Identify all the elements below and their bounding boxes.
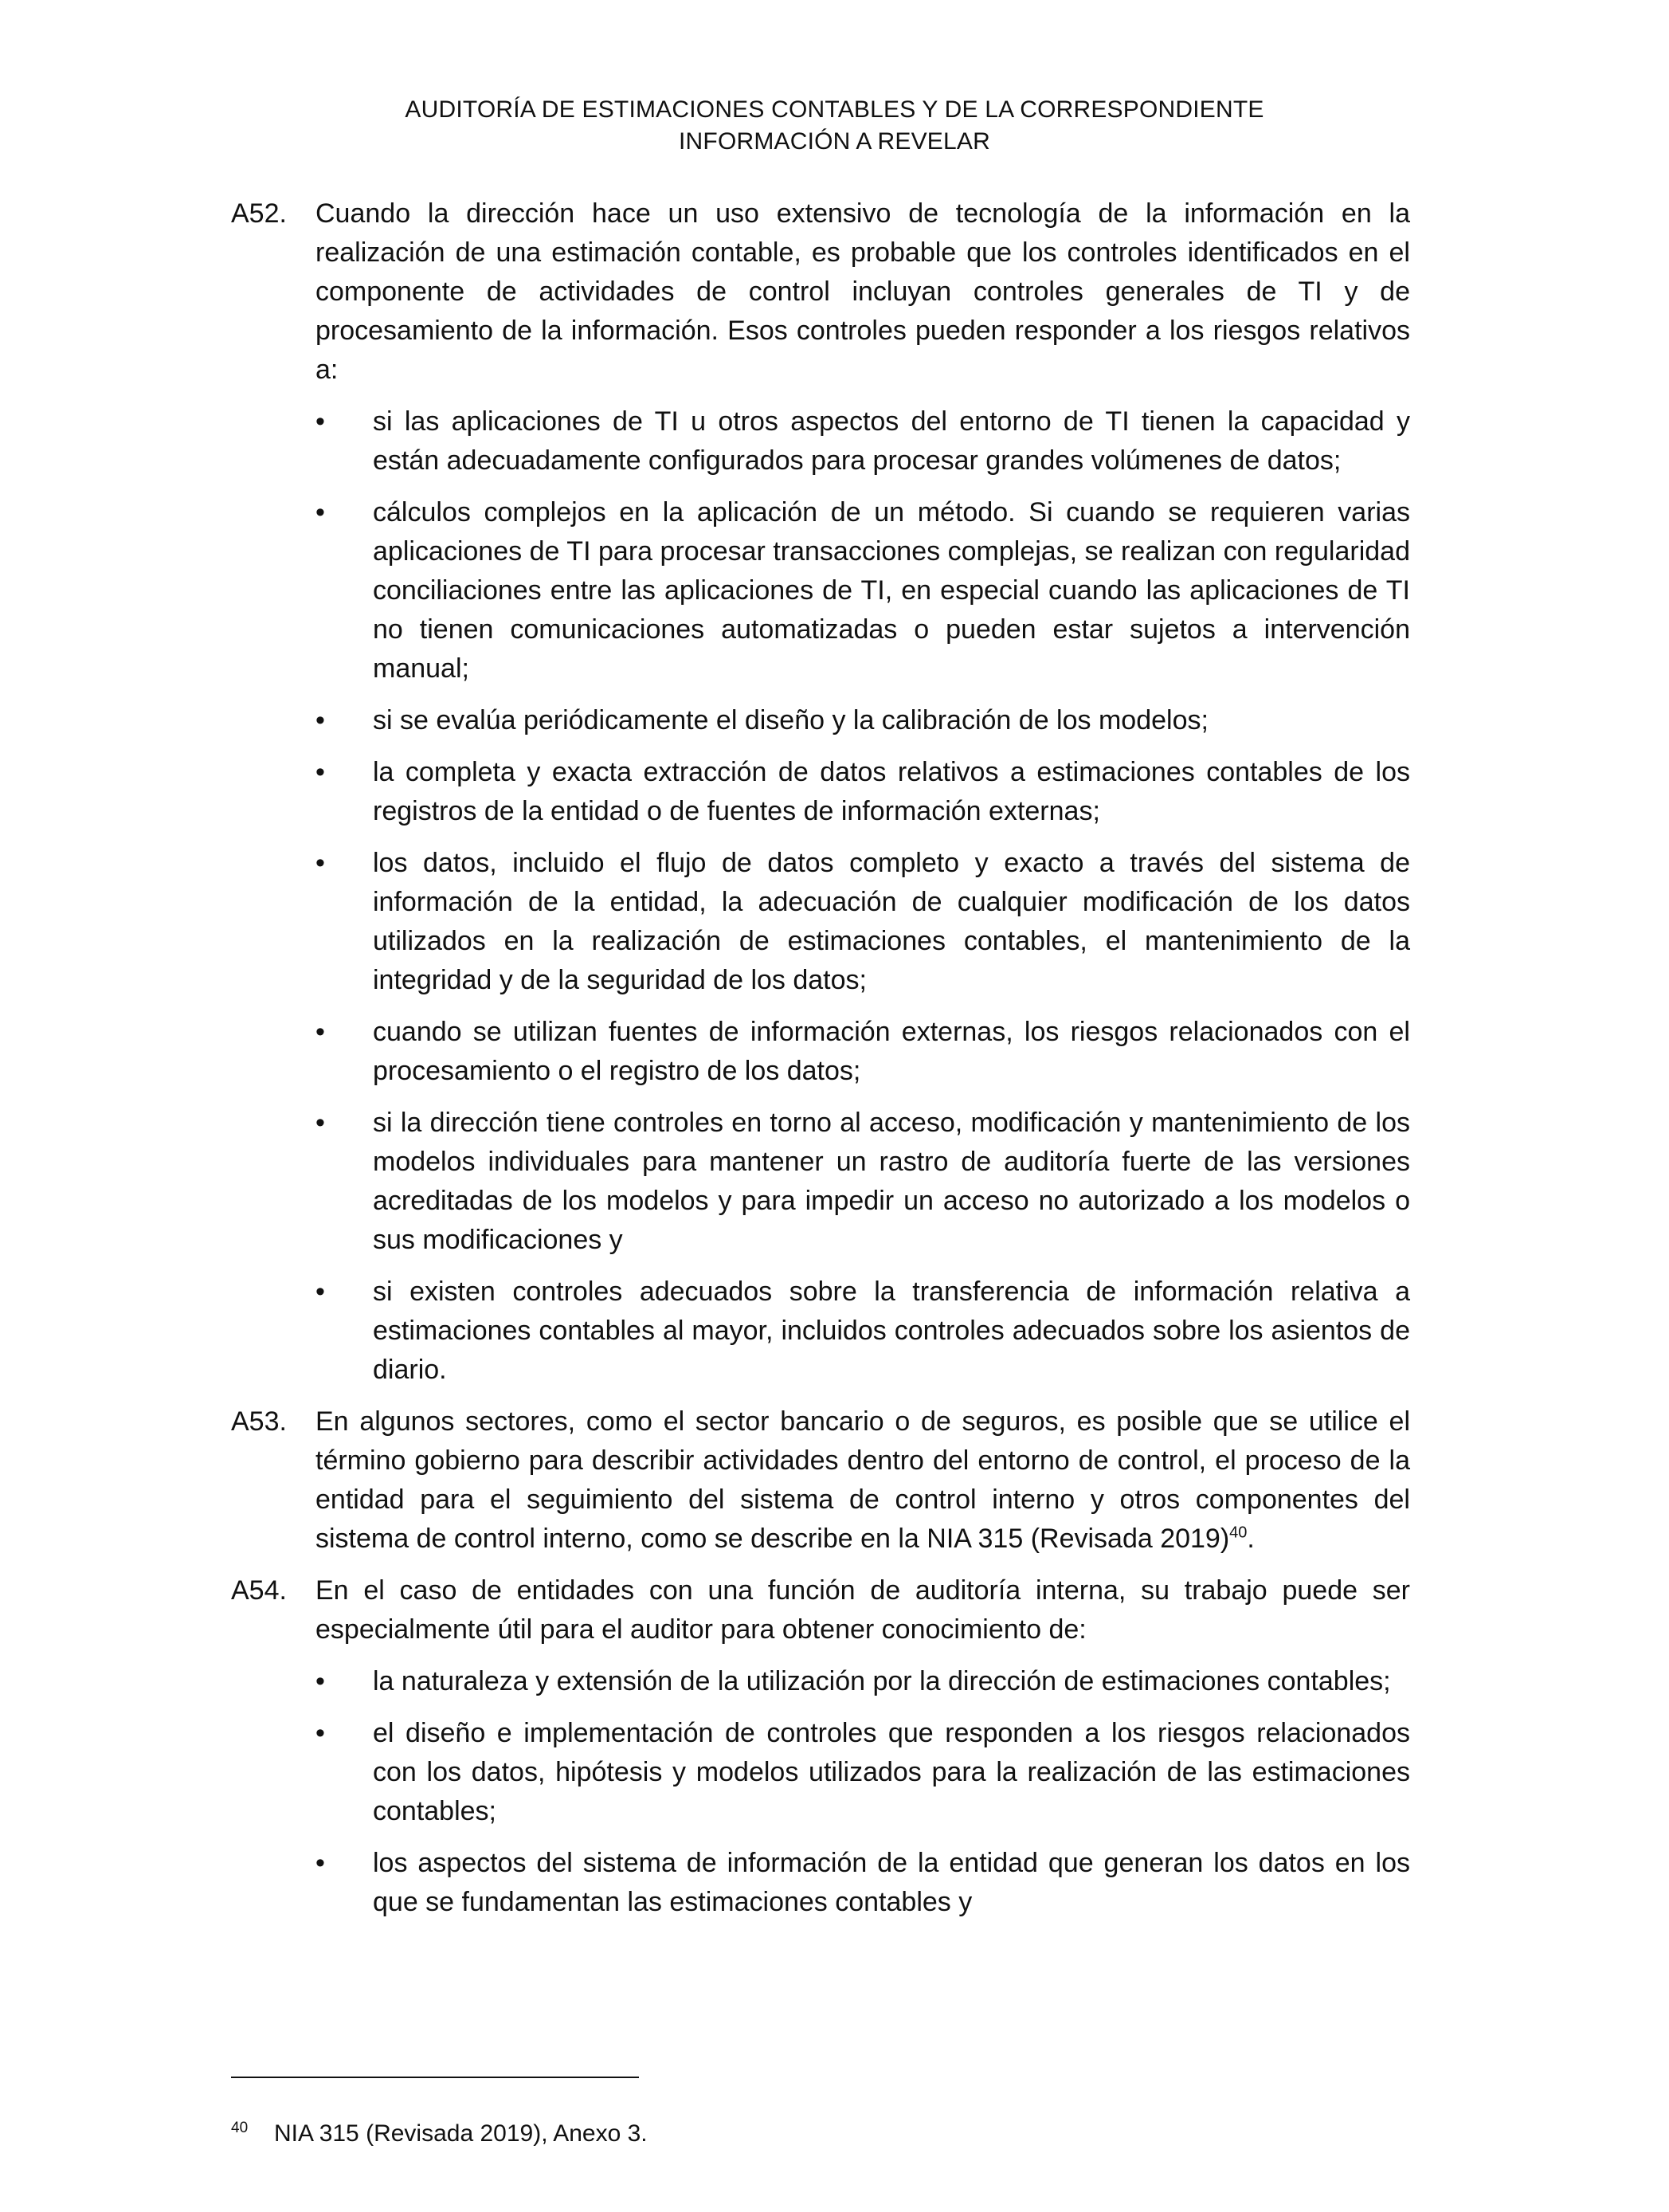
list-item: • el diseño e implementación de controles que responden a los riesgos relacionados con los datos, hipótesis y modelos utilizados para la realización de las estimaciones contables; [373, 1714, 1410, 1831]
bullet-icon: • [315, 1666, 325, 1696]
paragraph-a53: A53. En algunos sectores, como el sector bancario o de seguros, es posible que se utilice el término gobierno para describir actividades dentro del entorno de control, el proceso de la entidad para el seguimiento del sistema de control interno y otros componentes del sistema de control interno, como se describe en la NIA 315 (Revisada 2019)$^{40}$. [231, 1402, 1410, 1559]
list-item: • la naturaleza y extensión de la utilización por la dirección de estimaciones contables; [373, 1662, 1410, 1701]
bullet-list-a52 [231, 402, 1410, 1390]
list-item: • cuando se utilizan fuentes de información externas, los riesgos relacionados con el procesamiento o el registro de los datos; [373, 1013, 1410, 1091]
paragraph-text: Cuando la dirección hace un uso extensivo de tecnología de la información en la realización de una estimación contable, es probable que los controles identificados en el componente de actividades de control incluyan controles generales de TI y de procesamiento de la información. Esos controles pueden responder a los riesgos relativos a: [315, 198, 1410, 385]
bullet-icon: • [315, 497, 325, 528]
list-item: • los aspectos del sistema de información de la entidad que generan los datos en los que se fundamentan las estimaciones contables y [373, 1844, 1410, 1922]
footnote-separator [231, 2077, 639, 2078]
bullet-list-a54 [231, 1662, 1410, 1922]
bullet-icon: • [315, 1017, 325, 1047]
paragraph-a52 [231, 194, 1410, 390]
paragraph-a54 [231, 1571, 1410, 1649]
footnote: 40 NIA 315 (Revisada 2019), Anexo 3. [231, 2120, 648, 2147]
document-body [231, 194, 1410, 1935]
header-title-line-1: AUDITORÍA DE ESTIMACIONES CONTABLES Y DE LA CORRESPONDIENTE [405, 96, 1264, 123]
header-title-line-2: INFORMACIÓN A REVELAR [679, 128, 990, 155]
bullet-icon: • [315, 406, 325, 437]
list-item: • cálculos complejos en la aplicación de un método. Si cuando se requieren varias aplicaciones de TI para procesar transacciones complejas, se realizan con regularidad conciliaciones entre las aplicaciones de TI, en especial cuando las aplicaciones de TI no tienen comunicaciones automatizadas o pueden estar sujetos a intervención manual; [373, 493, 1410, 688]
paragraph-number: A52. [231, 198, 287, 229]
bullet-icon: • [315, 848, 325, 878]
page-header [0, 94, 1669, 158]
list-item: • si las aplicaciones de TI u otros aspectos del entorno de TI tienen la capacidad y están adecuadamente configurados para procesar grandes volúmenes de datos; [373, 402, 1410, 480]
list-item: • los datos, incluido el flujo de datos completo y exacto a través del sistema de información de la entidad, la adecuación de cualquier modificación de los datos utilizados en la realización de estimaciones contables, el mantenimiento de la integridad y de la seguridad de los datos; [373, 844, 1410, 1000]
list-item: • si existen controles adecuados sobre la transferencia de información relativa a estimaciones contables al mayor, incluidos controles adecuados sobre los asientos de diario. [373, 1273, 1410, 1390]
list-item: • si se evalúa periódicamente el diseño y la calibración de los modelos; [373, 701, 1410, 740]
bullet-icon: • [315, 1277, 325, 1307]
paragraph-number: A53. [231, 1406, 287, 1437]
bullet-icon: • [315, 1848, 325, 1878]
paragraph-text: En algunos sectores, como el sector bancario o de seguros, es posible que se utilice el término gobierno para describir actividades dentro del entorno de control, el proceso de la entidad para el seguimiento del sistema de control interno y otros componentes del sistema de control interno, como se describe en la NIA 315 (Revisada 2019) [315, 1406, 1410, 1554]
list-item: • si la dirección tiene controles en torno al acceso, modificación y mantenimiento de los modelos individuales para mantener un rastro de auditoría fuerte de las versiones acreditadas de los modelos y para impedir un acceso no autorizado a los modelos o sus modificaciones y [373, 1104, 1410, 1260]
footnote-reference[interactable]: 40 [1229, 1524, 1248, 1542]
bullet-icon: • [315, 1108, 325, 1138]
list-item: • la completa y exacta extracción de datos relativos a estimaciones contables de los registros de la entidad o de fuentes de información externas; [373, 753, 1410, 831]
footnote-text: NIA 315 (Revisada 2019), Anexo 3. [274, 2120, 648, 2147]
bullet-icon: • [315, 757, 325, 787]
bullet-icon: • [315, 705, 325, 735]
paragraph-text: En el caso de entidades con una función de auditoría interna, su trabajo puede ser especialmente útil para el auditor para obtener conocimiento de: [315, 1575, 1410, 1645]
paragraph-number: A54. [231, 1575, 287, 1606]
bullet-icon: • [315, 1718, 325, 1748]
